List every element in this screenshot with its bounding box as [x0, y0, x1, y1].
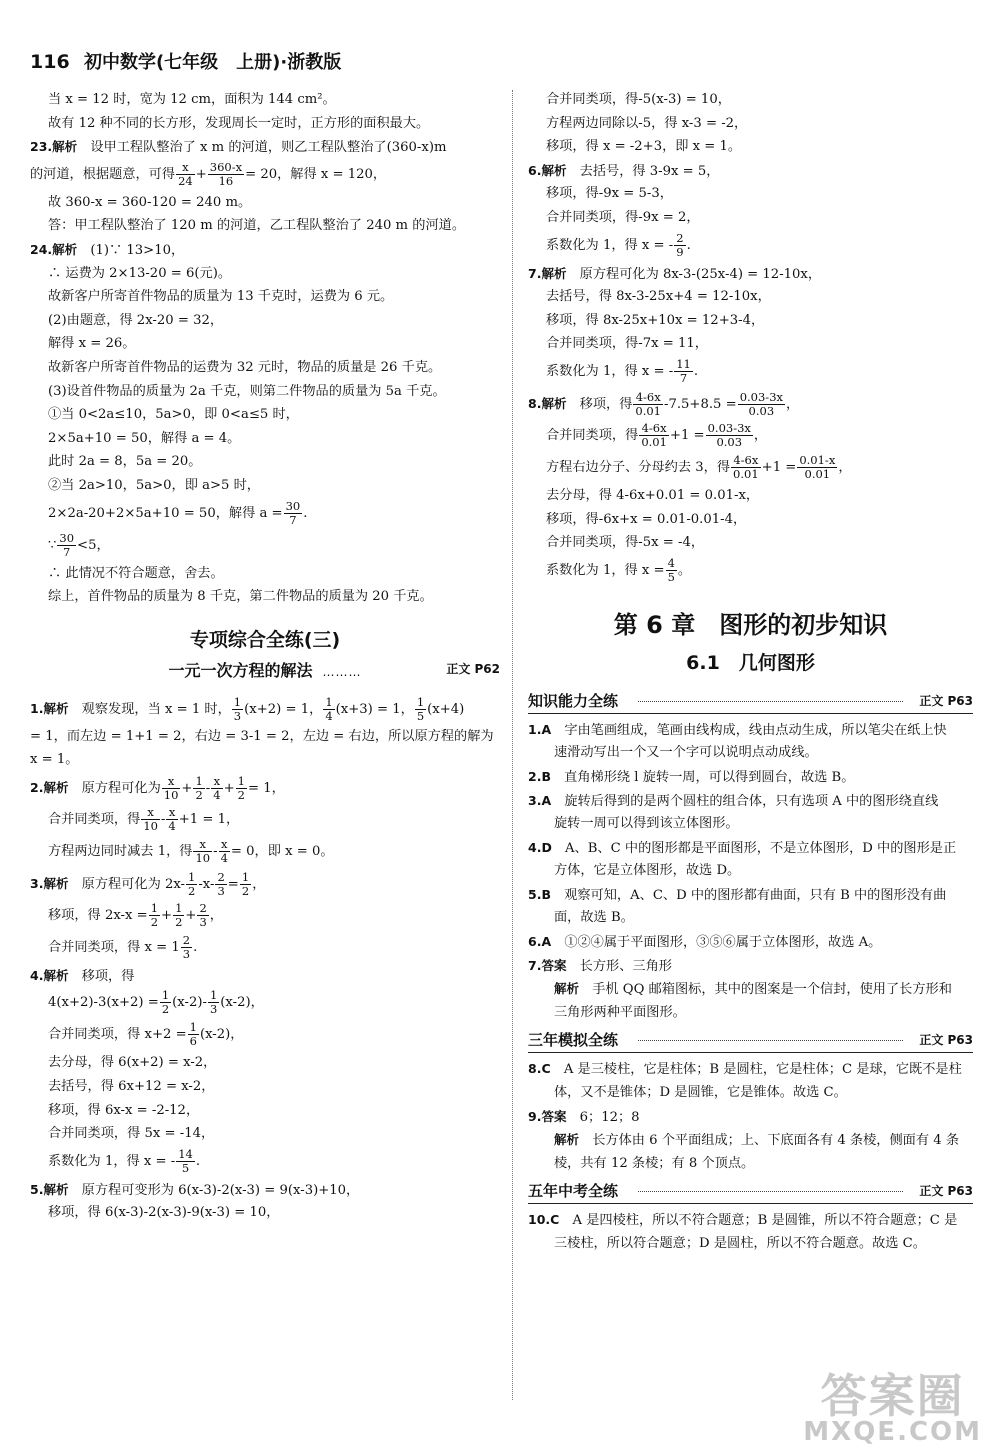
text-line: 答：甲工程队整治了 120 m 的河道，乙工程队整治了 240 m 的河道。 [48, 218, 466, 234]
q5-label: 5.解析 [30, 1181, 69, 1197]
section-title: 6.1 几何图形 [686, 651, 815, 674]
q8-label: 8.解析 [528, 395, 567, 411]
q24-label: 24.解析 [30, 241, 78, 257]
text-line: 方程两边同除以-5，得 x-3 = -2， [546, 115, 748, 131]
text-line: ②当 2a>10，5a>0，即 a>5 时， [48, 477, 260, 493]
section-title: 专项综合全练(三) [189, 628, 341, 651]
text-line: 移项，得 6(x-3)-2(x-3)-9(x-3) = 10， [48, 1205, 280, 1221]
column-divider [512, 90, 513, 1400]
left-column: 当 x = 12 时，宽为 12 cm，面积为 144 cm²。 故有 12 种不同的长方形，发现周长一定时，正方形的面积最大。 23.解析 设甲工程队整治了 x m 的河道，则乙工程队整治了(360-x)m 的河道，根据题意，可得 $\frac{x}{24}$ + $\frac{360-x}{16}$ = 20，解得 x = 120， 故 360-x = 360-120 = 240 m。 答：甲工程队整治了 120 m 的河道，乙工程队整治了 240 m 的河道。 24.解析 (1)∵ 13>10， ∴ 运费为 2×13-20 = 6(元)。 故新客户所寄首件物品的质量为 13 千克时，运费为 6 元。 (2)由题意，得 2x-20 = 32， 解得 x = 26。 故新客户所寄首件物品的运费为 32 元时，物品的质量是 26 千克。 (3)设首件物品的质量为 2a 千克，则第二件物品的质量为 5a 千克。 ①当 0<2a≤10，5a>0，即 0<a≤5 时， 2×5a+10 = 50，解得 a = 4。 此时 2a = 8，5a = 20。 ②当 2a>10，5a>0，即 a>5 时， 2×2a-20+2×5a+10 = 50，解得 a = $\frac{30}{7}$ . ∵ $\frac{30}{7}$ <5， ∴ 此情况不符合题意，舍去。 综上，首件物品的质量为 8 千克，第二件物品的质量为 20 千克。 专项综合全练(三) 一元一次方程的解法 ……… 正文 P62 1.解析 观察发现，当 x = 1 时， $\frac{1}{3}$ (x+2) = 1， $\frac{1}{4}$ (x+3) = 1， $\frac{1}{5}$ (x+4) = 1，而左边 = 1+1 = 2，右边 = 3-1 = 2，左边 = 右边，所以原方程的解为 x = 1。 2.解析 原方程可化为 $\frac{x}{10}$ + $\frac{1}{2}$ - $\frac{x}{4}$ + $\frac{1}{2}$ = 1， 合并同类项，得 $\frac{x}{10}$ - $\frac{x}{4}$ +1 = 1， 方程两边同时减去 1，得 $\frac{x}{10}$ - $\frac{x}{4}$ = 0，即 x = 0。 3.解析 原方程可化为 2x- $\frac{1}{2}$ -x- $\frac{2}{3}$ = $\frac{1}{2}$ ， 移项，得 2x-x = $\frac{1}{2}$ + $\frac{1}{2}$ + $\frac{2}{3}$ ， 合并同类项，得 x = 1 $\frac{2}{3}$ . 4.解析 移项，得 4(x+2)-3(x+2) = $\frac{1}{2}$ (x-2)- $\frac{1}{3}$ (x-2)， 合并同类项，得 x+2 = $\frac{1}{6}$ (x-2)， 去分母，得 6(x+2) = x-2， 去括号，得 6x+12 = x-2， 移项，得 6x-x = -2-12， 合并同类项，得 5x = -14， 系数化为 1，得 x = - $\frac{14}{5}$ . 5.解析 原方程可变形为 6(x-3)-2(x-3) = 9(x-3)+10， 移项，得 6(x-3)-2(x-3)-9(x-3) = 10， [30, 88, 500, 1225]
text-line: 去分母，得 4-6x+0.01 = 0.01-x， [546, 487, 760, 503]
text-line: 棱，共有 12 条棱；有 8 个顶点。 [554, 1155, 755, 1171]
text-line: ∵ [48, 537, 57, 553]
text-line: 解得 x = 26。 [48, 336, 136, 352]
page-header [30, 48, 341, 74]
section-bar: 三年模拟全练 正文 P63 [528, 1028, 973, 1053]
q7-label: 7.解析 [528, 265, 567, 281]
text-line: (1)∵ 13>10， [90, 242, 185, 258]
fraction: $\frac{360-x}{16}$ [209, 159, 243, 188]
text-line: 合并同类项，得-5(x-3) = 10， [546, 92, 731, 107]
q23-label: 23.解析 [30, 139, 78, 155]
fraction: $\frac{x}{24}$ [178, 159, 193, 188]
q4-label: 4.解析 [30, 967, 69, 983]
fraction: $\frac{30}{7}$ [59, 530, 75, 559]
text-line: 2×2a-20+2×5a+10 = 50，解得 a = [48, 505, 283, 521]
watermark: 答案圈 MXQE.COM [803, 1369, 982, 1447]
text-line: 2×5a+10 = 50，解得 a = 4。 [48, 430, 241, 446]
text-line: 旋转一周可以得到该立体图形。 [554, 816, 739, 832]
page-ref: 正文 P63 [919, 693, 973, 708]
chapter-title: 第 6 章 图形的初步知识 [613, 610, 888, 639]
page-ref: 正文 P63 [919, 1033, 973, 1048]
section-bar: 知识能力全练 正文 P63 [528, 689, 973, 714]
right-column: 合并同类项，得-5(x-3) = 10， 方程两边同除以-5，得 x-3 = -2， 移项，得 x = -2+3，即 x = 1。 6.解析 去括号，得 3-9x = 5， 移项，得-9x = 5-3， 合并同类项，得-9x = 2， 系数化为 1，得 x = - $\frac{2}{9}$ . 7.解析 原方程可化为 8x-3-(25x-4) = 12-10x， 去括号，得 8x-3-25x+4 = 12-10x， 移项，得 8x-25x+10x = 12+3-4， 合并同类项，得-7x = 11， 系数化为 1，得 x = - $\frac{11}{7}$ . 8.解析 移项，得 $\frac{4-6x}{0.01}$ -7.5+8.5 = $\frac{0.03-3x}{0.03}$ ， 合并同类项，得 $\frac{4-6x}{0.01}$ +1 = $\frac{0.03-3x}{0.03}$ ， 方程右边分子、分母约去 3，得 $\frac{4-6x}{0.01}$ +1 = $\frac{0.01-x}{0.01}$ ， 去分母，得 4-6x+0.01 = 0.01-x， 移项，得-6x+x = 0.01-0.01-4， 合并同类项，得-5x = -4， 系数化为 1，得 x = $\frac{4}{5}$ 。 第 6 章 图形的初步知识 6.1 几何图形 知识能力全练 正文 P63 1.A 字由笔画组成，笔画由线构成，线由点动生成，所以笔尖在纸上快 速滑动写出一个又一个字可以说明点动成线。 2.B 直角梯形绕 l 旋转一周，可以得到圆台，故选 B。 3.A 旋转后得到的是两个圆柱的组合体，只有选项 A 中的图形绕直线 旋转一周可以得到该立体图形。 4.D A、B、C 中的图形都是平面图形，不是立体图形，D 中的图形是正 方体，它是立体图形，故选 D。 5.B 观察可知，A、C、D 中的图形都有曲面，只有 B 中的图形没有曲 面，故选 B。 6.A ①②④属于平面图形，③⑤⑥属于立体图形，故选 A。 7.答案 长方形、三角形 解析 手机 QQ 邮箱图标，其中的图案是一个信封，使用了长方形和 三角形两种平面图形。 三年模拟全练 正文 P63 8.C A 是三棱柱，它是柱体；B 是圆柱，它是柱体；C 是球，它既不是柱 体，又不是锥体；D 是圆锥，它是锥体。故选 C。 9.答案 6；12；8 解析 长方体由 6 个平面组成；上、下底面各有 4 条棱，侧面有 4 条 棱，共有 12 条棱；有 8 个顶点。 五年中考全练 正文 P63 10.C A 是四棱柱，所以不符合题意；B 是圆锥，所以不符合题意；C 是 三棱柱，所以符合题意；D 是圆柱，所以不符合题意。故选 C。 [528, 88, 973, 1256]
text-line: 综上，首件物品的质量为 8 千克，第二件物品的质量为 20 千克。 [48, 589, 433, 605]
page-ref: 正文 P62 [446, 661, 500, 676]
text-line: 的河道，根据题意，可得 [30, 166, 176, 182]
text-line: 合并同类项，得 5x = -14， [48, 1126, 215, 1142]
text-line: 设甲工程队整治了 x m 的河道，则乙工程队整治了(360-x)m [90, 140, 447, 156]
text-line: 合并同类项，得-7x = 11， [546, 336, 708, 352]
book-title: 初中数学(七年级 上册)·浙教版 [83, 52, 342, 73]
text-line: 故新客户所寄首件物品的质量为 13 千克时，运费为 6 元。 [48, 289, 394, 305]
text-line: 三棱柱，所以符合题意；D 是圆柱，所以不符合题意。故选 C。 [554, 1236, 926, 1251]
fraction: $\frac{30}{7}$ [285, 498, 301, 527]
q3-label: 3.解析 [30, 875, 69, 891]
text-line: (2)由题意，得 2x-20 = 32， [48, 312, 224, 328]
text-line: 面，故选 B。 [554, 910, 634, 926]
text-line: ∴ 此情况不符合题意，舍去。 [48, 565, 224, 581]
text-line: 去括号，得 6x+12 = x-2， [48, 1079, 215, 1095]
text-line: x = 1。 [30, 752, 79, 768]
text-line: ∴ 运费为 2×13-20 = 6(元)。 [48, 265, 232, 281]
text-line: 此时 2a = 8，5a = 20。 [48, 454, 202, 470]
text-line: 故有 12 种不同的长方形，发现周长一定时，正方形的面积最大。 [48, 115, 430, 131]
text-line: 合并同类项，得-5x = -4， [546, 535, 705, 551]
text-line: ①当 0<2a≤10，5a>0，即 0<a≤5 时， [48, 407, 299, 423]
q6-label: 6.解析 [528, 162, 567, 178]
page-number: 116 [30, 51, 70, 73]
text-line: 体，又不是锥体；D 是圆锥，它是锥体。故选 C。 [554, 1085, 847, 1101]
q2-label: 2.解析 [30, 779, 69, 795]
section-bar: 五年中考全练 正文 P63 [528, 1179, 973, 1204]
text-line: 移项，得-6x+x = 0.01-0.01-4， [546, 511, 747, 527]
text-line: = 1，而左边 = 1+1 = 2，右边 = 3-1 = 2，左边 = 右边，所以原方程的解为 [30, 728, 494, 744]
text-line: 去括号，得 8x-3-25x+4 = 12-10x， [546, 289, 771, 305]
text-line: 移项，得 6x-x = -2-12， [48, 1102, 200, 1118]
text-line: 故新客户所寄首件物品的运费为 32 元时，物品的质量是 26 千克。 [48, 359, 442, 375]
text-line: = 20，解得 x = 120， [245, 166, 387, 182]
text-line: (3)设首件物品的质量为 2a 千克，则第二件物品的质量为 5a 千克。 [48, 383, 446, 399]
text-line: 方体，它是立体图形，故选 D。 [554, 863, 741, 879]
text-line: 合并同类项，得-9x = 2， [546, 209, 700, 225]
text-line: 移项，得 8x-25x+10x = 12+3-4， [546, 312, 765, 328]
page-ref: 正文 P63 [919, 1184, 973, 1199]
text-line: 移项，得 x = -2+3，即 x = 1。 [546, 139, 742, 155]
text-line: 移项，得-9x = 5-3， [546, 186, 673, 202]
text-line: 去分母，得 6(x+2) = x-2， [48, 1055, 217, 1071]
q1-label: 1.解析 [30, 700, 69, 716]
text-line: 三角形两种平面图形。 [554, 1004, 686, 1020]
section-subtitle: 一元一次方程的解法 ……… 正文 P62 [168, 660, 500, 680]
text-line: 故 360-x = 360-120 = 240 m。 [48, 194, 252, 210]
text-line: 当 x = 12 时，宽为 12 cm，面积为 144 cm²。 [48, 92, 336, 107]
text-line: 速滑动写出一个又一个字可以说明点动成线。 [554, 745, 818, 761]
